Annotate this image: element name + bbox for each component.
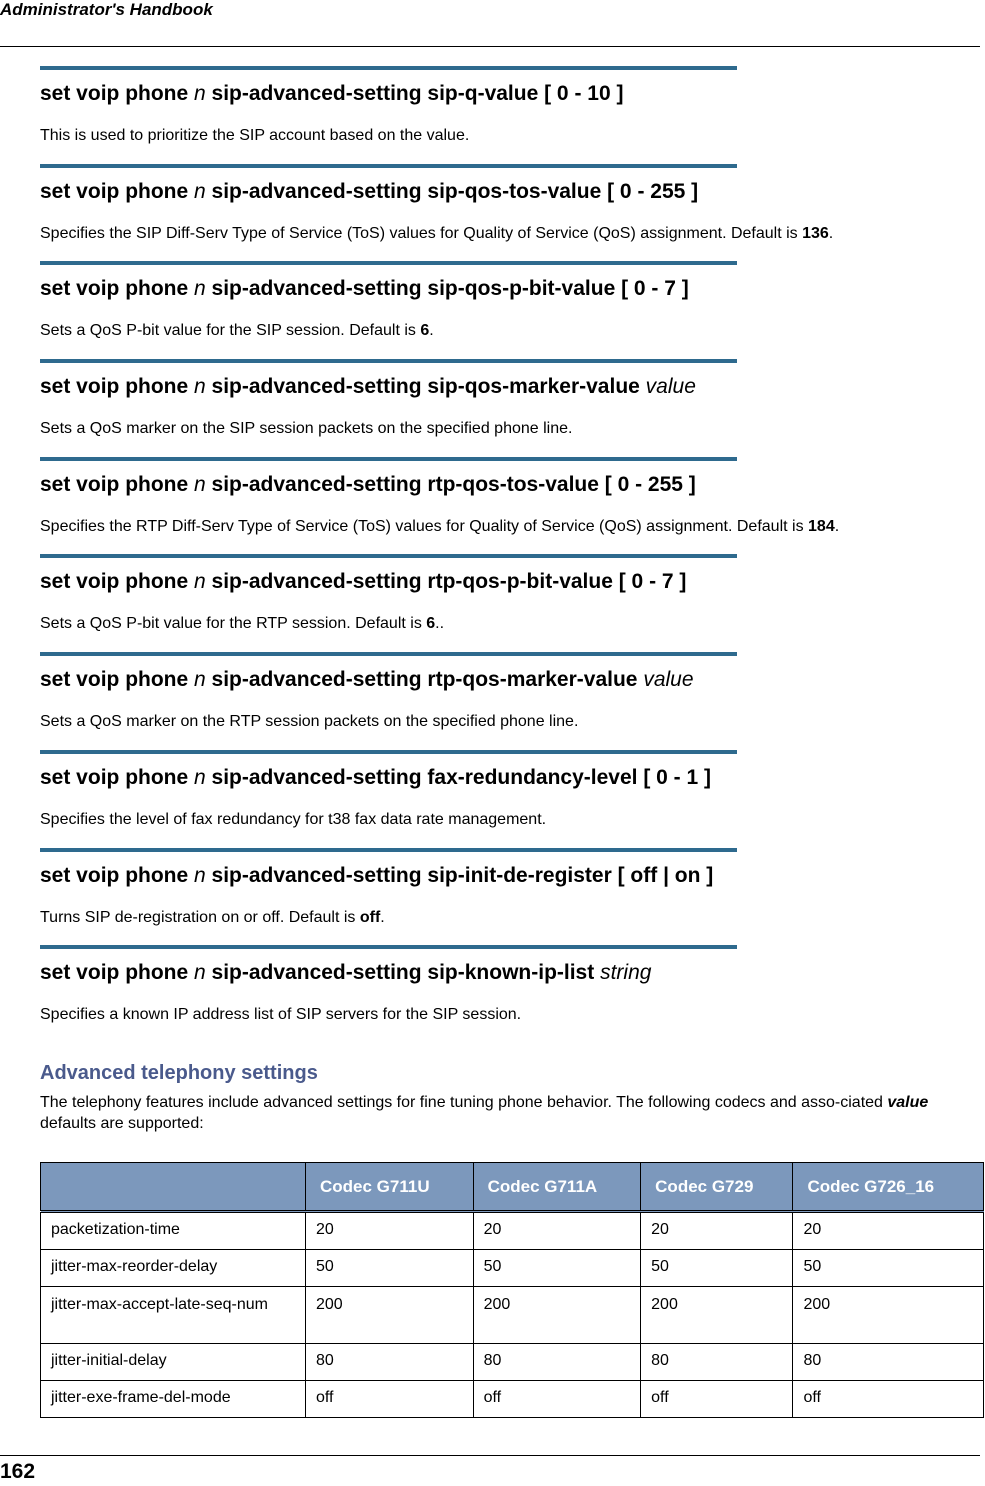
- header-rule: [0, 46, 980, 47]
- setting-value-cell: 80: [641, 1344, 793, 1381]
- command-argument: string: [600, 961, 652, 985]
- command-prefix: set voip phone: [40, 863, 195, 887]
- command-suffix: sip-advanced-setting sip-init-de-register [ off | on ]: [205, 863, 714, 887]
- description-text: Specifies the RTP Diff-Serv Type of Service (ToS) values for Quality of Service (QoS) assignment. Default is: [40, 517, 809, 535]
- command-prefix: set voip phone: [40, 765, 195, 789]
- setting-value-cell: 50: [473, 1250, 641, 1287]
- command-rule: [40, 848, 737, 852]
- setting-value-cell: 200: [793, 1287, 984, 1344]
- command-syntax: [40, 864, 713, 888]
- command-entry: [38, 945, 983, 1043]
- command-argument: value: [643, 668, 694, 692]
- description-text: Sets a QoS marker on the RTP session packets on the specified phone line.: [40, 713, 579, 731]
- command-description: [40, 225, 833, 243]
- command-description: [40, 811, 546, 829]
- command-syntax: [40, 82, 623, 106]
- description-default-value: 6: [420, 322, 430, 340]
- command-syntax: [40, 473, 696, 497]
- description-text: Turns SIP de-registration on or off. Default is: [40, 908, 360, 926]
- section-heading: Advanced telephony settings: [40, 1062, 318, 1084]
- command-description: [40, 1006, 521, 1024]
- description-text: This is used to prioritize the SIP account based on the value.: [40, 127, 470, 144]
- setting-name-cell: jitter-exe-frame-del-mode: [41, 1381, 306, 1418]
- table-body: [41, 1212, 984, 1418]
- header-cell-blank: [41, 1163, 306, 1212]
- command-suffix: sip-advanced-setting rtp-qos-p-bit-value [ 0 - 7 ]: [205, 570, 687, 594]
- command-syntax: [40, 961, 651, 985]
- setting-value-cell: 20: [793, 1212, 984, 1250]
- setting-name-cell: packetization-time: [41, 1212, 306, 1250]
- command-description: [40, 127, 469, 145]
- setting-value-cell: 200: [641, 1287, 793, 1344]
- setting-value-cell: 20: [306, 1212, 474, 1250]
- setting-value-cell: 50: [306, 1250, 474, 1287]
- command-rule: [40, 554, 737, 558]
- command-prefix: set voip phone: [40, 277, 195, 301]
- description-text: Specifies the level of fax redundancy for t38 fax data rate management.: [40, 810, 547, 828]
- table-row: [41, 1287, 984, 1344]
- command-suffix: sip-advanced-setting sip-qos-p-bit-value [ 0 - 7 ]: [205, 277, 689, 301]
- command-entry: [38, 554, 983, 652]
- setting-value-cell: off: [306, 1381, 474, 1418]
- command-entry: [38, 359, 983, 457]
- command-variable: n: [194, 472, 206, 496]
- intro-text-start: The telephony features include advanced settings for fine tuning phone behavior. The following codecs and asso-ciated: [40, 1094, 888, 1111]
- command-prefix: set voip phone: [40, 961, 195, 985]
- setting-value-cell: off: [473, 1381, 641, 1418]
- command-rule: [40, 359, 737, 363]
- description-default-value: 184: [808, 517, 835, 535]
- footer-rule: [0, 1455, 980, 1456]
- codec-defaults-table: [40, 1162, 984, 1418]
- running-header-title: Administrator's Handbook: [0, 0, 213, 19]
- command-suffix: sip-advanced-setting rtp-qos-tos-value [ 0 - 255 ]: [205, 472, 696, 496]
- command-rule: [40, 652, 737, 656]
- description-text-end: ..: [435, 615, 445, 633]
- command-description: [40, 615, 444, 633]
- description-text: Sets a QoS P-bit value for the RTP session. Default is: [40, 615, 427, 633]
- command-entry: [38, 457, 983, 555]
- command-description: [40, 713, 578, 731]
- command-prefix: set voip phone: [40, 179, 195, 203]
- command-description: [40, 420, 572, 438]
- command-list: [38, 66, 983, 1043]
- command-prefix: set voip phone: [40, 375, 195, 399]
- table-row: [41, 1250, 984, 1287]
- command-suffix: sip-advanced-setting sip-known-ip-list: [205, 961, 601, 985]
- command-entry: [38, 652, 983, 750]
- description-default-value: 136: [802, 224, 829, 242]
- setting-value-cell: 80: [473, 1344, 641, 1381]
- setting-value-cell: 80: [793, 1344, 984, 1381]
- setting-value-cell: 50: [641, 1250, 793, 1287]
- command-variable: n: [194, 668, 206, 692]
- command-rule: [40, 66, 737, 70]
- setting-value-cell: 20: [641, 1212, 793, 1250]
- command-argument: value: [645, 375, 696, 399]
- command-suffix: sip-advanced-setting sip-qos-marker-value: [205, 375, 646, 399]
- header-codec-g711a: Codec G711A: [473, 1163, 641, 1212]
- command-entry: [38, 164, 983, 262]
- command-suffix: sip-advanced-setting rtp-qos-marker-value: [205, 668, 644, 692]
- command-rule: [40, 164, 737, 168]
- section-intro: [40, 1092, 980, 1134]
- command-description: [40, 518, 839, 536]
- command-description: [40, 909, 385, 927]
- command-description: [40, 322, 434, 340]
- setting-name-cell: jitter-max-reorder-delay: [41, 1250, 306, 1287]
- command-prefix: set voip phone: [40, 472, 195, 496]
- setting-value-cell: 80: [306, 1344, 474, 1381]
- page-number: 162: [0, 1460, 36, 1483]
- description-text-end: .: [828, 224, 834, 242]
- command-entry: [38, 261, 983, 359]
- description-default-value: off: [359, 908, 381, 926]
- setting-value-cell: 200: [473, 1287, 641, 1344]
- table-row: [41, 1212, 984, 1250]
- command-suffix: sip-advanced-setting fax-redundancy-level [ 0 - 1 ]: [205, 765, 711, 789]
- command-rule: [40, 945, 737, 949]
- setting-value-cell: 20: [473, 1212, 641, 1250]
- description-text: Sets a QoS marker on the SIP session packets on the specified phone line.: [40, 420, 573, 438]
- header-codec-g729: Codec G729: [641, 1163, 793, 1212]
- table-row: [41, 1381, 984, 1418]
- command-variable: n: [194, 765, 206, 789]
- setting-value-cell: off: [641, 1381, 793, 1418]
- intro-text-end: defaults are supported:: [40, 1115, 204, 1132]
- command-entry: [38, 750, 983, 848]
- command-variable: n: [194, 570, 206, 594]
- command-variable: n: [194, 375, 206, 399]
- command-entry: [38, 66, 983, 164]
- command-rule: [40, 750, 737, 754]
- command-variable: n: [194, 179, 206, 203]
- description-text-end: .: [834, 517, 840, 535]
- intro-emphasis-value: value: [887, 1094, 929, 1111]
- command-prefix: set voip phone: [40, 570, 195, 594]
- command-syntax: [40, 766, 711, 790]
- command-entry: [38, 848, 983, 946]
- command-syntax: [40, 277, 689, 301]
- setting-name-cell: jitter-max-accept-late-seq-num: [41, 1287, 306, 1344]
- command-syntax: [40, 668, 694, 692]
- table-header-row: [41, 1163, 984, 1212]
- header-codec-g711u: Codec G711U: [306, 1163, 474, 1212]
- command-prefix: set voip phone: [40, 82, 195, 105]
- command-variable: n: [194, 82, 206, 105]
- description-text: Specifies the SIP Diff-Serv Type of Service (ToS) values for Quality of Service (QoS) assignment. Default is: [40, 224, 803, 242]
- command-syntax: [40, 180, 698, 204]
- description-text: Sets a QoS P-bit value for the SIP session. Default is: [40, 322, 421, 340]
- setting-value-cell: off: [793, 1381, 984, 1418]
- command-variable: n: [194, 961, 206, 985]
- description-default-value: 6: [426, 615, 436, 633]
- command-variable: n: [194, 277, 206, 301]
- description-text: Specifies a known IP address list of SIP servers for the SIP session.: [40, 1006, 522, 1024]
- setting-value-cell: 50: [793, 1250, 984, 1287]
- command-suffix: sip-advanced-setting sip-q-value [ 0 - 10 ]: [205, 82, 624, 105]
- setting-name-cell: jitter-initial-delay: [41, 1344, 306, 1381]
- command-variable: n: [194, 863, 206, 887]
- description-text-end: .: [380, 908, 385, 926]
- command-syntax: [40, 570, 686, 594]
- command-rule: [40, 261, 737, 265]
- command-suffix: sip-advanced-setting sip-qos-tos-value [ 0 - 255 ]: [205, 179, 699, 203]
- command-syntax: [40, 375, 696, 399]
- table-row: [41, 1344, 984, 1381]
- setting-value-cell: 200: [306, 1287, 474, 1344]
- description-text-end: .: [429, 322, 434, 340]
- command-prefix: set voip phone: [40, 668, 195, 692]
- header-codec-g726-16: Codec G726_16: [793, 1163, 984, 1212]
- command-rule: [40, 457, 737, 461]
